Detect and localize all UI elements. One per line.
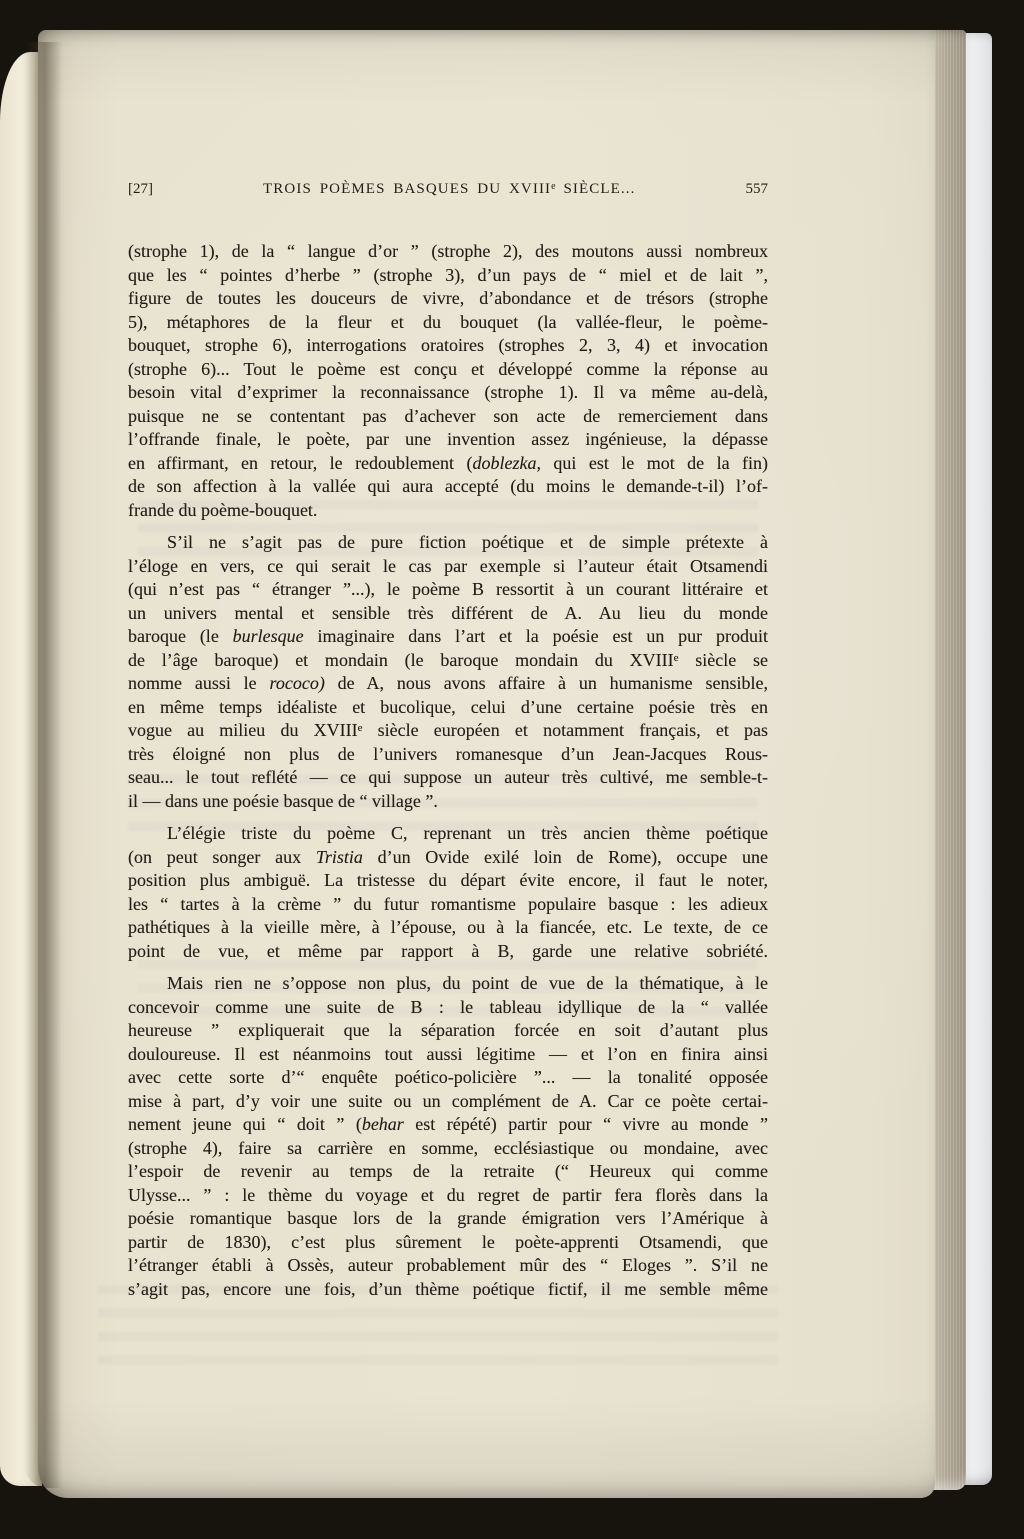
paragraph <box>128 531 768 813</box>
header-title: TROIS POÈMES BASQUES DU XVIIIe SIÈCLE... <box>263 181 636 197</box>
paragraph <box>128 240 768 522</box>
paragraph <box>128 822 768 963</box>
book-page <box>38 30 935 1498</box>
text-line: en même temps idéaliste et bucolique, celui d’une certaine poésie très en <box>128 696 768 717</box>
text-line: de son affection à la vallée qui aura accepté (du moins le demande-t-il) l’of- <box>128 476 768 496</box>
text-line: (qui n’est pas “ étranger ”...), le poème B ressortit à un courant littéraire et <box>128 579 768 599</box>
text-line: nement jeune qui “ doit ” (behar est répété) partir pour “ vivre au monde ” <box>128 1114 768 1134</box>
previous-page-edge <box>0 52 42 1486</box>
text-line: frande du poème-bouquet. <box>128 499 318 520</box>
text-line: poésie romantique basque lors de la grande émigration vers l’Amérique à <box>128 1208 768 1228</box>
text-line: position plus ambiguë. La tristesse du départ évite encore, il faut le noter, <box>128 870 768 890</box>
text-line: l’offrande finale, le poète, par une invention assez ingénieuse, la dépasse <box>128 429 768 449</box>
text-line: puisque ne se contentant pas d’achever son acte de remerciement dans <box>128 405 768 426</box>
text-line: de l’âge baroque) et mondain (le baroque mondain du XVIIIe siècle se <box>128 649 769 670</box>
text-line: (on peut songer aux Tristia d’un Ovide exilé loin de Rome), occupe une <box>128 846 768 867</box>
text-line: besoin vital d’exprimer la reconnaissance (strophe 1). Il va même au-delà, <box>128 382 768 402</box>
header-section-number: [27] <box>128 181 153 197</box>
page-text <box>128 240 768 1301</box>
text-line: figure de toutes les douceurs de vivre, d’abondance et de trésors (strophe <box>128 288 768 308</box>
text-line: un univers mental et sensible très différent de A. Au lieu du monde <box>128 602 768 623</box>
text-line: S’il ne s’agit pas de pure fiction poétique et de simple prétexte à <box>167 532 768 552</box>
text-line: partir de 1830), c’est plus sûrement le poète-apprenti Otsamendi, que <box>128 1231 768 1252</box>
text-line: les “ tartes à la crème ” du futur romantisme populaire basque : les adieux <box>128 893 768 914</box>
text-line: vogue au milieu du XVIIIe siècle européen et notamment français, et pas <box>128 720 768 740</box>
text-line: l’espoir de revenir au temps de la retraite (“ Heureux qui comme <box>128 1161 768 1181</box>
header-page-number: 557 <box>745 181 768 197</box>
text-line: avec cette sorte d’“ enquête poético-policière ”... — la tonalité opposée <box>128 1067 768 1087</box>
text-line: bouquet, strophe 6), interrogations oratoires (strophes 2, 3, 4) et invocation <box>128 335 768 355</box>
text-line: Ulysse... ” : le thème du voyage et du regret de partir fera florès dans la <box>128 1184 768 1205</box>
text-line: concevoir comme une suite de B : le tableau idyllique de la “ vallée <box>128 996 768 1017</box>
text-line: il — dans une poésie basque de “ village ”. <box>128 790 438 811</box>
text-line: mise à part, d’y voir une suite ou un complément de A. Car ce poète certai- <box>128 1090 768 1111</box>
text-line: point de vue, et même par rapport à B, garde une relative sobriété. <box>128 940 768 961</box>
text-line: (strophe 6)... Tout le poème est conçu et développé comme la réponse au <box>128 358 768 379</box>
page-header <box>128 181 768 198</box>
text-line: nomme aussi le rococo) de A, nous avons affaire à un humanisme sensible, <box>128 673 768 693</box>
text-line: heureuse ” expliquerait que la séparation forcée en soit d’autant plus <box>128 1020 768 1040</box>
text-line: baroque (le burlesque imaginaire dans l’art et la poésie est un pur produit <box>128 626 768 646</box>
text-line: seau... le tout reflété — ce qui suppose un auteur très cultivé, me semble-t- <box>128 767 768 787</box>
text-line: s’agit pas, encore une fois, d’un thème poétique fictif, il me semble même <box>128 1278 768 1299</box>
text-line: en affirmant, en retour, le redoublement (doblezka, qui est le mot de la fin) <box>128 452 768 473</box>
text-line: L’élégie triste du poème C, reprenant un très ancien thème poétique <box>167 823 768 843</box>
text-line: (strophe 1), de la “ langue d’or ” (strophe 2), des moutons aussi nombreux <box>128 241 768 261</box>
paragraph <box>128 972 768 1301</box>
text-line: l’étranger établi à Ossès, auteur probablement mûr des “ Eloges ”. S’il ne <box>128 1255 768 1275</box>
text-line: 5), métaphores de la fleur et du bouquet (la vallée-fleur, le poème- <box>128 311 768 332</box>
text-line: très éloigné non plus de l’univers romanesque d’un Jean-Jacques Rous- <box>128 743 768 764</box>
text-line: (strophe 4), faire sa carrière en somme, ecclésiastique ou mondaine, avec <box>128 1137 768 1158</box>
text-line: que les “ pointes d’herbe ” (strophe 3), d’un pays de “ miel et de lait ”, <box>128 264 768 285</box>
text-line: l’éloge en vers, ce qui serait le cas par exemple si l’auteur était Otsamendi <box>128 555 768 576</box>
text-line: pathétiques à la vieille mère, à l’épouse, ou à la fiancée, etc. Le texte, de ce <box>128 917 768 937</box>
text-line: Mais rien ne s’oppose non plus, du point de vue de la thématique, à le <box>167 973 768 993</box>
text-line: douloureuse. Il est néanmoins tout aussi légitime — et l’on en finira ainsi <box>128 1043 768 1064</box>
